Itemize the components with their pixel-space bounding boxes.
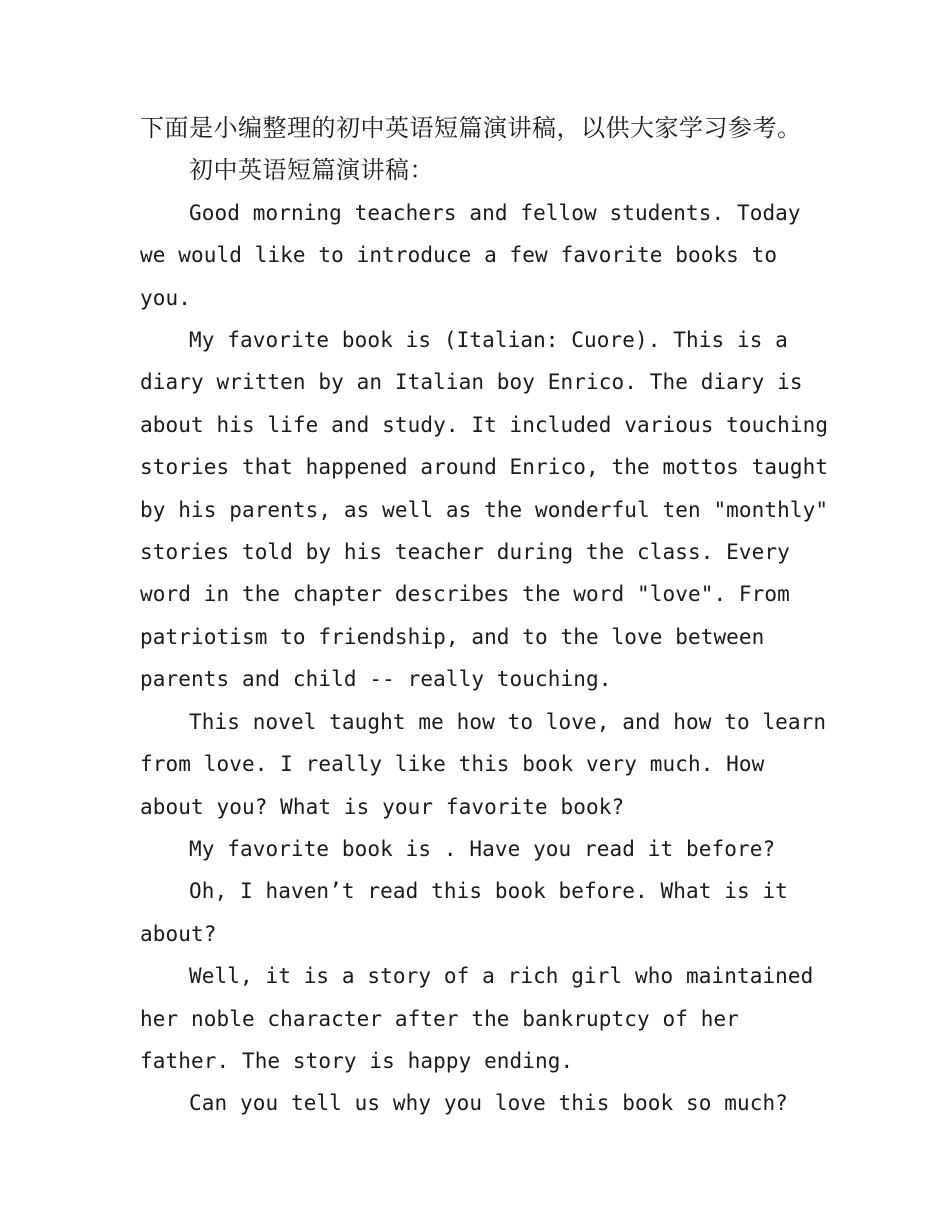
- paragraph-question-about: Oh, I haven’t read this book before. What is it about?: [140, 879, 788, 946]
- paragraph-favorite-book: My favorite book is (Italian: Cuore). This is a diary written by an Italian boy Enrico. The diary is about his life and study. It included various touching stories that happened around Enrico, the mottos taught by his parents, as well as the wonderful ten "monthly" stories told by his teacher during the class. Every word in the chapter describes the word "love". From patriotism to friendship, and to the love between parents and child -- really touching.: [140, 328, 829, 692]
- intro-line: 下面是小编整理的初中英语短篇演讲稿，以供大家学习参考。: [140, 114, 802, 142]
- paragraph-greeting: Good morning teachers and fellow students. Today we would like to introduce a few favorite books to you.: [140, 200, 801, 310]
- paragraph-why-love: Can you tell us why you love this book so much?: [189, 1091, 788, 1116]
- document-body: [140, 107, 830, 1125]
- paragraph-story-summary: Well, it is a story of a rich girl who maintained her noble character after the bankruptcy of her father. The story is happy ending.: [140, 964, 814, 1073]
- paragraph-novel-lesson: This novel taught me how to love, and how to learn from love. I really like this book very much. How about you? What is your favorite book?: [140, 709, 827, 819]
- paragraph-reply-favorite: My favorite book is . Have you read it before?: [189, 836, 776, 861]
- speech-heading: 初中英语短篇演讲稿：: [189, 156, 434, 185]
